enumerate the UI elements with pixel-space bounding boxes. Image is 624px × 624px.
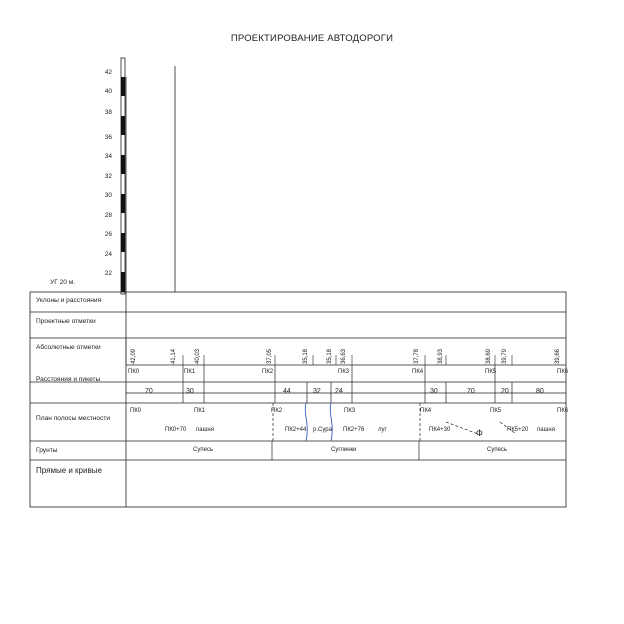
plan-note: ПК2+76 xyxy=(343,427,365,433)
plan-note: ПК4+30 xyxy=(429,427,451,433)
plan-picket-label: ПК5 xyxy=(490,408,502,414)
table-frame xyxy=(30,292,569,507)
plan-note: ПК2+44 xyxy=(285,427,307,433)
scale-tick-28: 28 xyxy=(104,212,112,219)
elevation-value: 35,18 xyxy=(303,348,309,364)
plan-picket-label: ПК4 xyxy=(420,408,432,414)
distance-value: 20 xyxy=(501,388,509,395)
picket-label: ПК4 xyxy=(412,369,424,375)
plan-picket-label: ПК2 xyxy=(271,408,283,414)
scale-tick-22: 22 xyxy=(104,270,112,277)
plan-picket-label: ПК1 xyxy=(194,408,206,414)
scale-tick-42: 42 xyxy=(104,69,112,76)
picket-label: ПК1 xyxy=(184,369,196,375)
row-label-soils: Грунты xyxy=(36,447,58,454)
plan-picket-label: ПК0 xyxy=(130,408,142,414)
row-label-design: Проектные отметки xyxy=(36,318,96,325)
distance-value: 70 xyxy=(145,388,153,395)
scale-tick-36: 36 xyxy=(104,134,112,141)
distance-value: 44 xyxy=(283,388,291,395)
soil-label: Супесь xyxy=(193,447,214,453)
plan-note: луг xyxy=(378,427,387,433)
plan-picket-label: ПК3 xyxy=(344,408,356,414)
distance-value: 30 xyxy=(186,388,194,395)
scale-tick-26: 26 xyxy=(104,231,112,238)
picket-label: ПК3 xyxy=(338,369,350,375)
distance-value: 30 xyxy=(430,388,438,395)
elevation-value: 38,69 xyxy=(486,348,492,364)
row-label-plan: План полосы местности xyxy=(36,415,111,422)
row-label-slopes: Уклоны и расстояния xyxy=(36,297,102,304)
plan-note: ПК0+70 xyxy=(165,427,187,433)
elevation-value: 42,09 xyxy=(131,348,137,364)
datum-label: УГ 20 м. xyxy=(50,279,76,286)
scale-tick-30: 30 xyxy=(104,192,112,199)
scale-tick-38: 38 xyxy=(104,109,112,116)
picket-label: ПК0 xyxy=(128,369,140,375)
elevation-value: 39,79 xyxy=(502,348,508,364)
scale-tick-34: 34 xyxy=(104,153,112,160)
soil-label: Суглинки xyxy=(331,447,357,453)
picket-label: ПК6 xyxy=(557,369,569,375)
elevation-value: 39,66 xyxy=(555,348,561,364)
soil-label: Супесь xyxy=(487,447,508,453)
elevation-value: 35,18 xyxy=(327,348,333,364)
distance-value: 32 xyxy=(313,388,321,395)
row-label-absolute: Абсолютные отметки xyxy=(36,344,101,351)
elevation-value: 37,05 xyxy=(267,348,273,364)
distance-value: 24 xyxy=(335,388,343,395)
distance-value: 80 xyxy=(536,388,544,395)
distance-value: 70 xyxy=(467,388,475,395)
elevation-value: 37,78 xyxy=(414,348,420,364)
scale-tick-40: 40 xyxy=(104,88,112,95)
scale-tick-24: 24 xyxy=(104,251,112,258)
elevation-value: 41,14 xyxy=(171,348,177,364)
river-name: р.Сура xyxy=(313,427,332,433)
elevation-value: 38,93 xyxy=(438,348,444,364)
elevation-value: 36,63 xyxy=(341,348,347,364)
elevation-value: 40,03 xyxy=(195,348,201,364)
picket-label: ПК2 xyxy=(262,369,274,375)
plan-note: ПК5+20 xyxy=(507,427,529,433)
page-title: ПРОЕКТИРОВАНИЕ АВТОДОРОГИ xyxy=(230,33,394,44)
river-right-bank xyxy=(330,403,332,441)
picket-label: ПК5 xyxy=(485,369,497,375)
scale-tick-32: 32 xyxy=(104,173,112,180)
river-left-bank xyxy=(305,403,307,441)
plan-note: пашня xyxy=(196,427,214,433)
plan-note: пашня xyxy=(537,427,555,433)
plan-picket-label: ПК6 xyxy=(557,408,569,414)
phi-symbol-icon: Ф xyxy=(476,428,483,438)
row-label-curves: Прямые и кривые xyxy=(36,466,102,475)
row-label-distances: Расстояния и пикеты xyxy=(36,376,101,383)
